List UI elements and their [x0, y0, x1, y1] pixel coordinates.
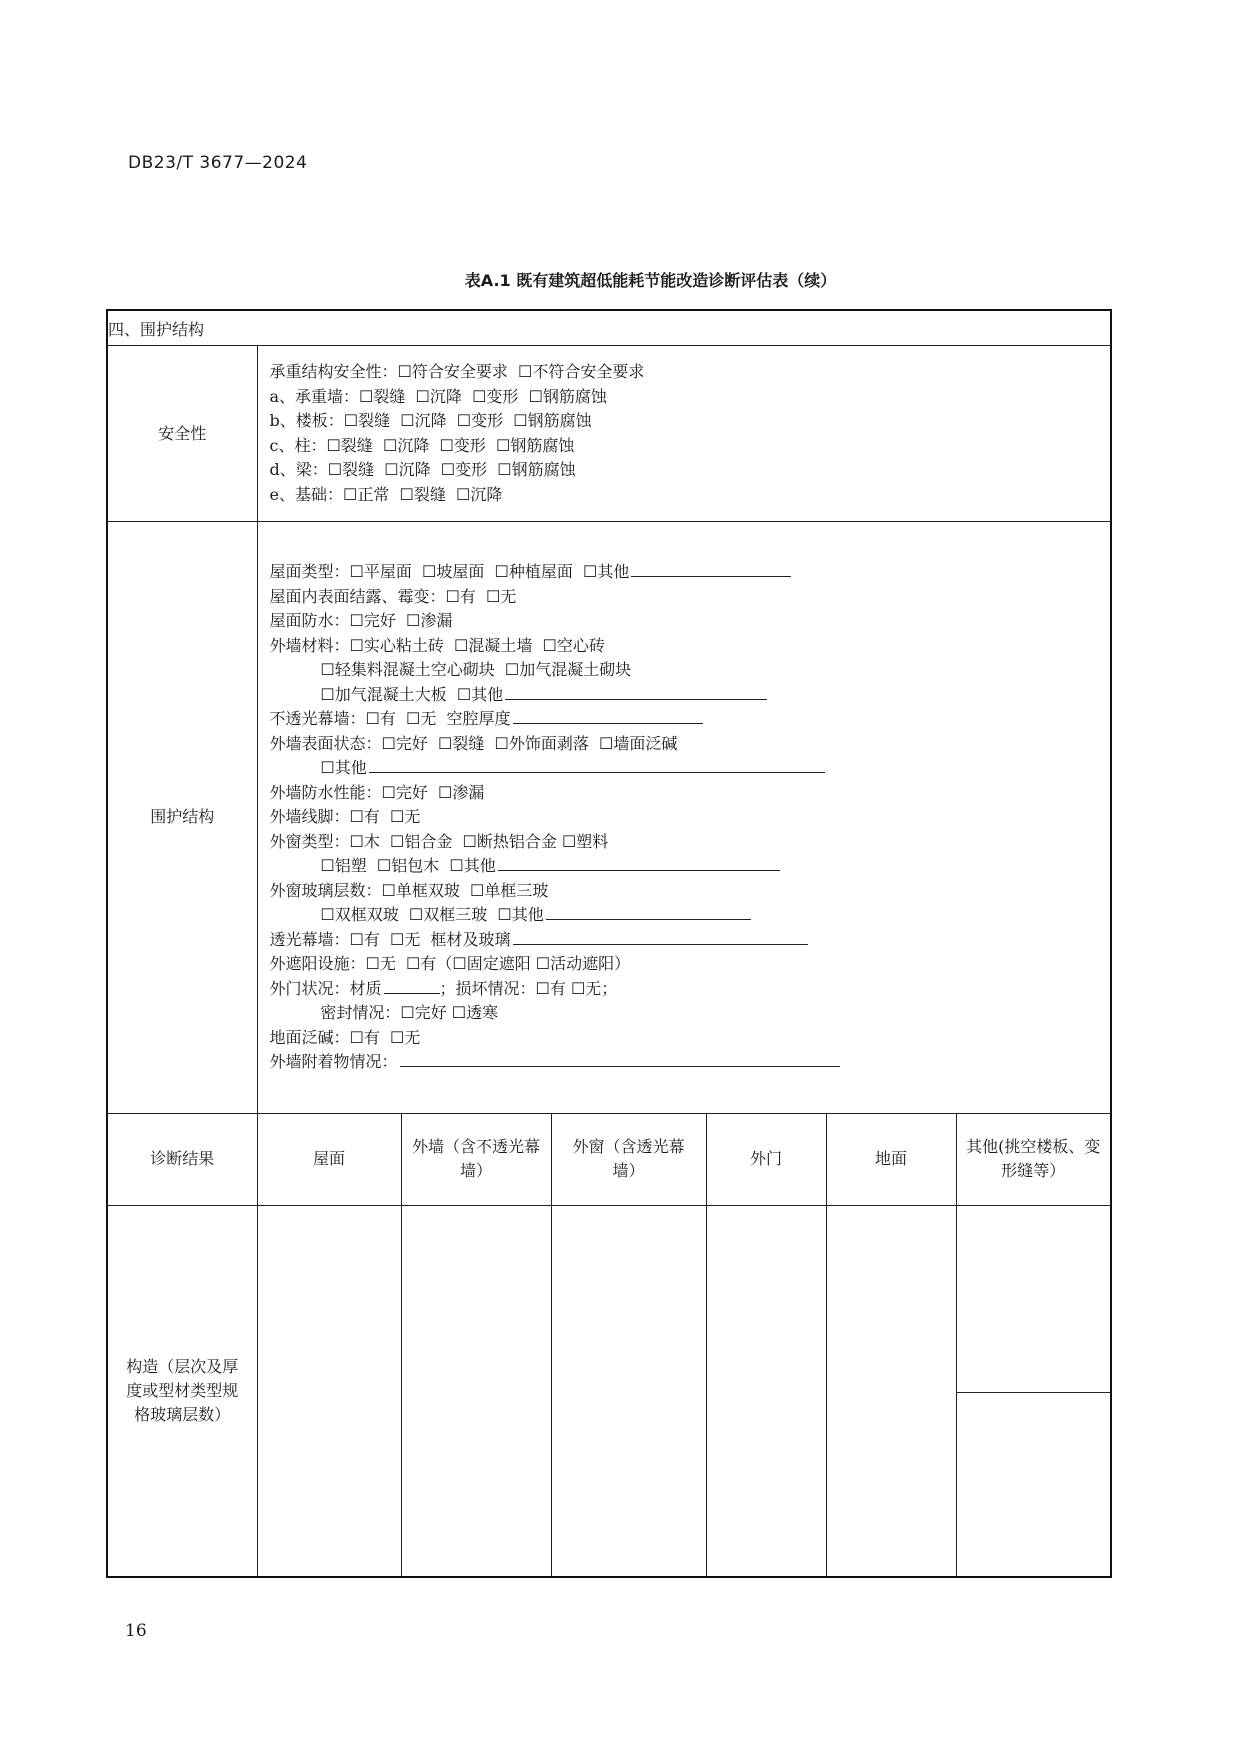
envelope-line[interactable]: 不透光幕墙：☐有 ☐无 空腔厚度 — [269, 709, 511, 728]
construction-cell-other-upper[interactable] — [957, 1206, 1111, 1393]
envelope-line[interactable]: 外门状况：材质 — [269, 978, 382, 998]
section-heading: 四、围护结构 — [107, 310, 1111, 346]
fill-blank[interactable] — [400, 1051, 840, 1067]
results-header-row — [107, 1113, 1111, 1205]
safety-line[interactable]: b、楼板：☐裂缝 ☐沉降 ☐变形 ☐钢筋腐蚀 — [269, 411, 592, 430]
fill-blank[interactable] — [546, 904, 751, 920]
construction-cell-roof[interactable] — [257, 1205, 401, 1577]
envelope-line[interactable]: 外墙材料：☐实心粘土砖 ☐混凝土墙 ☐空心砖 — [269, 635, 605, 655]
safety-row — [107, 346, 1111, 522]
fill-blank[interactable] — [369, 757, 825, 773]
column-header-roof: 屋面 — [257, 1113, 401, 1205]
column-header-exterior-window: 外窗（含透光幕墙） — [551, 1113, 706, 1205]
column-header-floor: 地面 — [826, 1113, 956, 1205]
envelope-line[interactable]: 透光幕墙：☐有 ☐无 框材及玻璃 — [269, 929, 511, 949]
envelope-line[interactable]: 地面泛碱：☐有 ☐无 — [269, 1027, 421, 1047]
column-header-exterior-wall: 外墙（含不透光幕墙） — [401, 1113, 551, 1205]
envelope-line[interactable]: 密封情况：☐完好 ☐透寒 — [269, 1003, 499, 1022]
construction-cell-floor[interactable] — [826, 1205, 956, 1577]
envelope-content — [257, 522, 1111, 1114]
envelope-line[interactable]: ☐其他 — [269, 758, 367, 777]
fill-blank[interactable] — [513, 929, 808, 945]
safety-line[interactable]: a、承重墙：☐裂缝 ☐沉降 ☐变形 ☐钢筋腐蚀 — [269, 386, 607, 406]
envelope-door-tail[interactable]: ；损坏情况：☐有 ☐无； — [439, 978, 618, 998]
envelope-line[interactable]: 屋面防水：☐完好 ☐渗漏 — [269, 611, 453, 630]
fill-blank[interactable] — [505, 684, 767, 700]
envelope-row — [107, 522, 1111, 1114]
envelope-line[interactable]: ☐双框双玻 ☐双框三玻 ☐其他 — [269, 905, 544, 924]
document-code: DB23/T 3677—2024 — [128, 153, 308, 173]
construction-row — [107, 1205, 1111, 1577]
construction-cell-other — [956, 1205, 1111, 1577]
envelope-line[interactable]: 外墙防水性能：☐完好 ☐渗漏 — [269, 782, 485, 802]
safety-label: 安全性 — [107, 346, 257, 522]
section-header-row — [107, 310, 1111, 346]
envelope-line[interactable]: ☐加气混凝土大板 ☐其他 — [269, 684, 504, 704]
envelope-label: 围护结构 — [107, 522, 257, 1114]
assessment-table — [106, 309, 1112, 1578]
column-header-exterior-door: 外门 — [706, 1113, 826, 1205]
construction-cell-exterior-door[interactable] — [706, 1205, 826, 1577]
fill-blank[interactable] — [631, 561, 791, 577]
envelope-line[interactable]: 屋面内表面结露、霉变：☐有 ☐无 — [269, 586, 517, 606]
construction-cell-exterior-window[interactable] — [551, 1205, 706, 1577]
fill-blank[interactable] — [384, 978, 440, 994]
page-number: 16 — [125, 1621, 147, 1641]
envelope-line[interactable]: 外墙表面状态：☐完好 ☐裂缝 ☐外饰面剥落 ☐墙面泛碱 — [269, 733, 678, 753]
envelope-line[interactable]: 外窗类型：☐木 ☐铝合金 ☐断热铝合金 ☐塑料 — [269, 831, 609, 851]
envelope-line[interactable]: 外窗玻璃层数：☐单框双玻 ☐单框三玻 — [269, 880, 549, 900]
safety-content — [257, 346, 1111, 522]
fill-blank[interactable] — [513, 708, 703, 724]
safety-line[interactable]: c、柱：☐裂缝 ☐沉降 ☐变形 ☐钢筋腐蚀 — [269, 435, 575, 455]
envelope-line[interactable]: 外墙线脚：☐有 ☐无 — [269, 807, 421, 826]
column-header-other: 其他(挑空楼板、变形缝等） — [956, 1113, 1111, 1205]
results-label: 诊断结果 — [107, 1113, 257, 1205]
construction-cell-exterior-wall[interactable] — [401, 1205, 551, 1577]
envelope-line[interactable]: 外遮阳设施：☐无 ☐有（☐固定遮阳 ☐活动遮阳） — [269, 954, 631, 973]
safety-line[interactable]: e、基础：☐正常 ☐裂缝 ☐沉降 — [269, 484, 503, 504]
safety-line[interactable]: 承重结构安全性：☐符合安全要求 ☐不符合安全要求 — [269, 362, 645, 381]
envelope-line[interactable]: 屋面类型：☐平屋面 ☐坡屋面 ☐种植屋面 ☐其他 — [269, 562, 630, 581]
envelope-line[interactable]: 外墙附着物情况： — [269, 1052, 398, 1071]
envelope-line[interactable]: ☐轻集料混凝土空心砌块 ☐加气混凝土砌块 — [269, 660, 632, 679]
envelope-line[interactable]: ☐铝塑 ☐铝包木 ☐其他 — [269, 856, 496, 875]
construction-label: 构造（层次及厚度或型材类型规格玻璃层数） — [107, 1205, 257, 1577]
safety-line[interactable]: d、梁：☐裂缝 ☐沉降 ☐变形 ☐钢筋腐蚀 — [269, 460, 576, 479]
fill-blank[interactable] — [498, 855, 780, 871]
table-title: 表A.1 既有建筑超低能耗节能改造诊断评估表（续） — [464, 271, 837, 290]
